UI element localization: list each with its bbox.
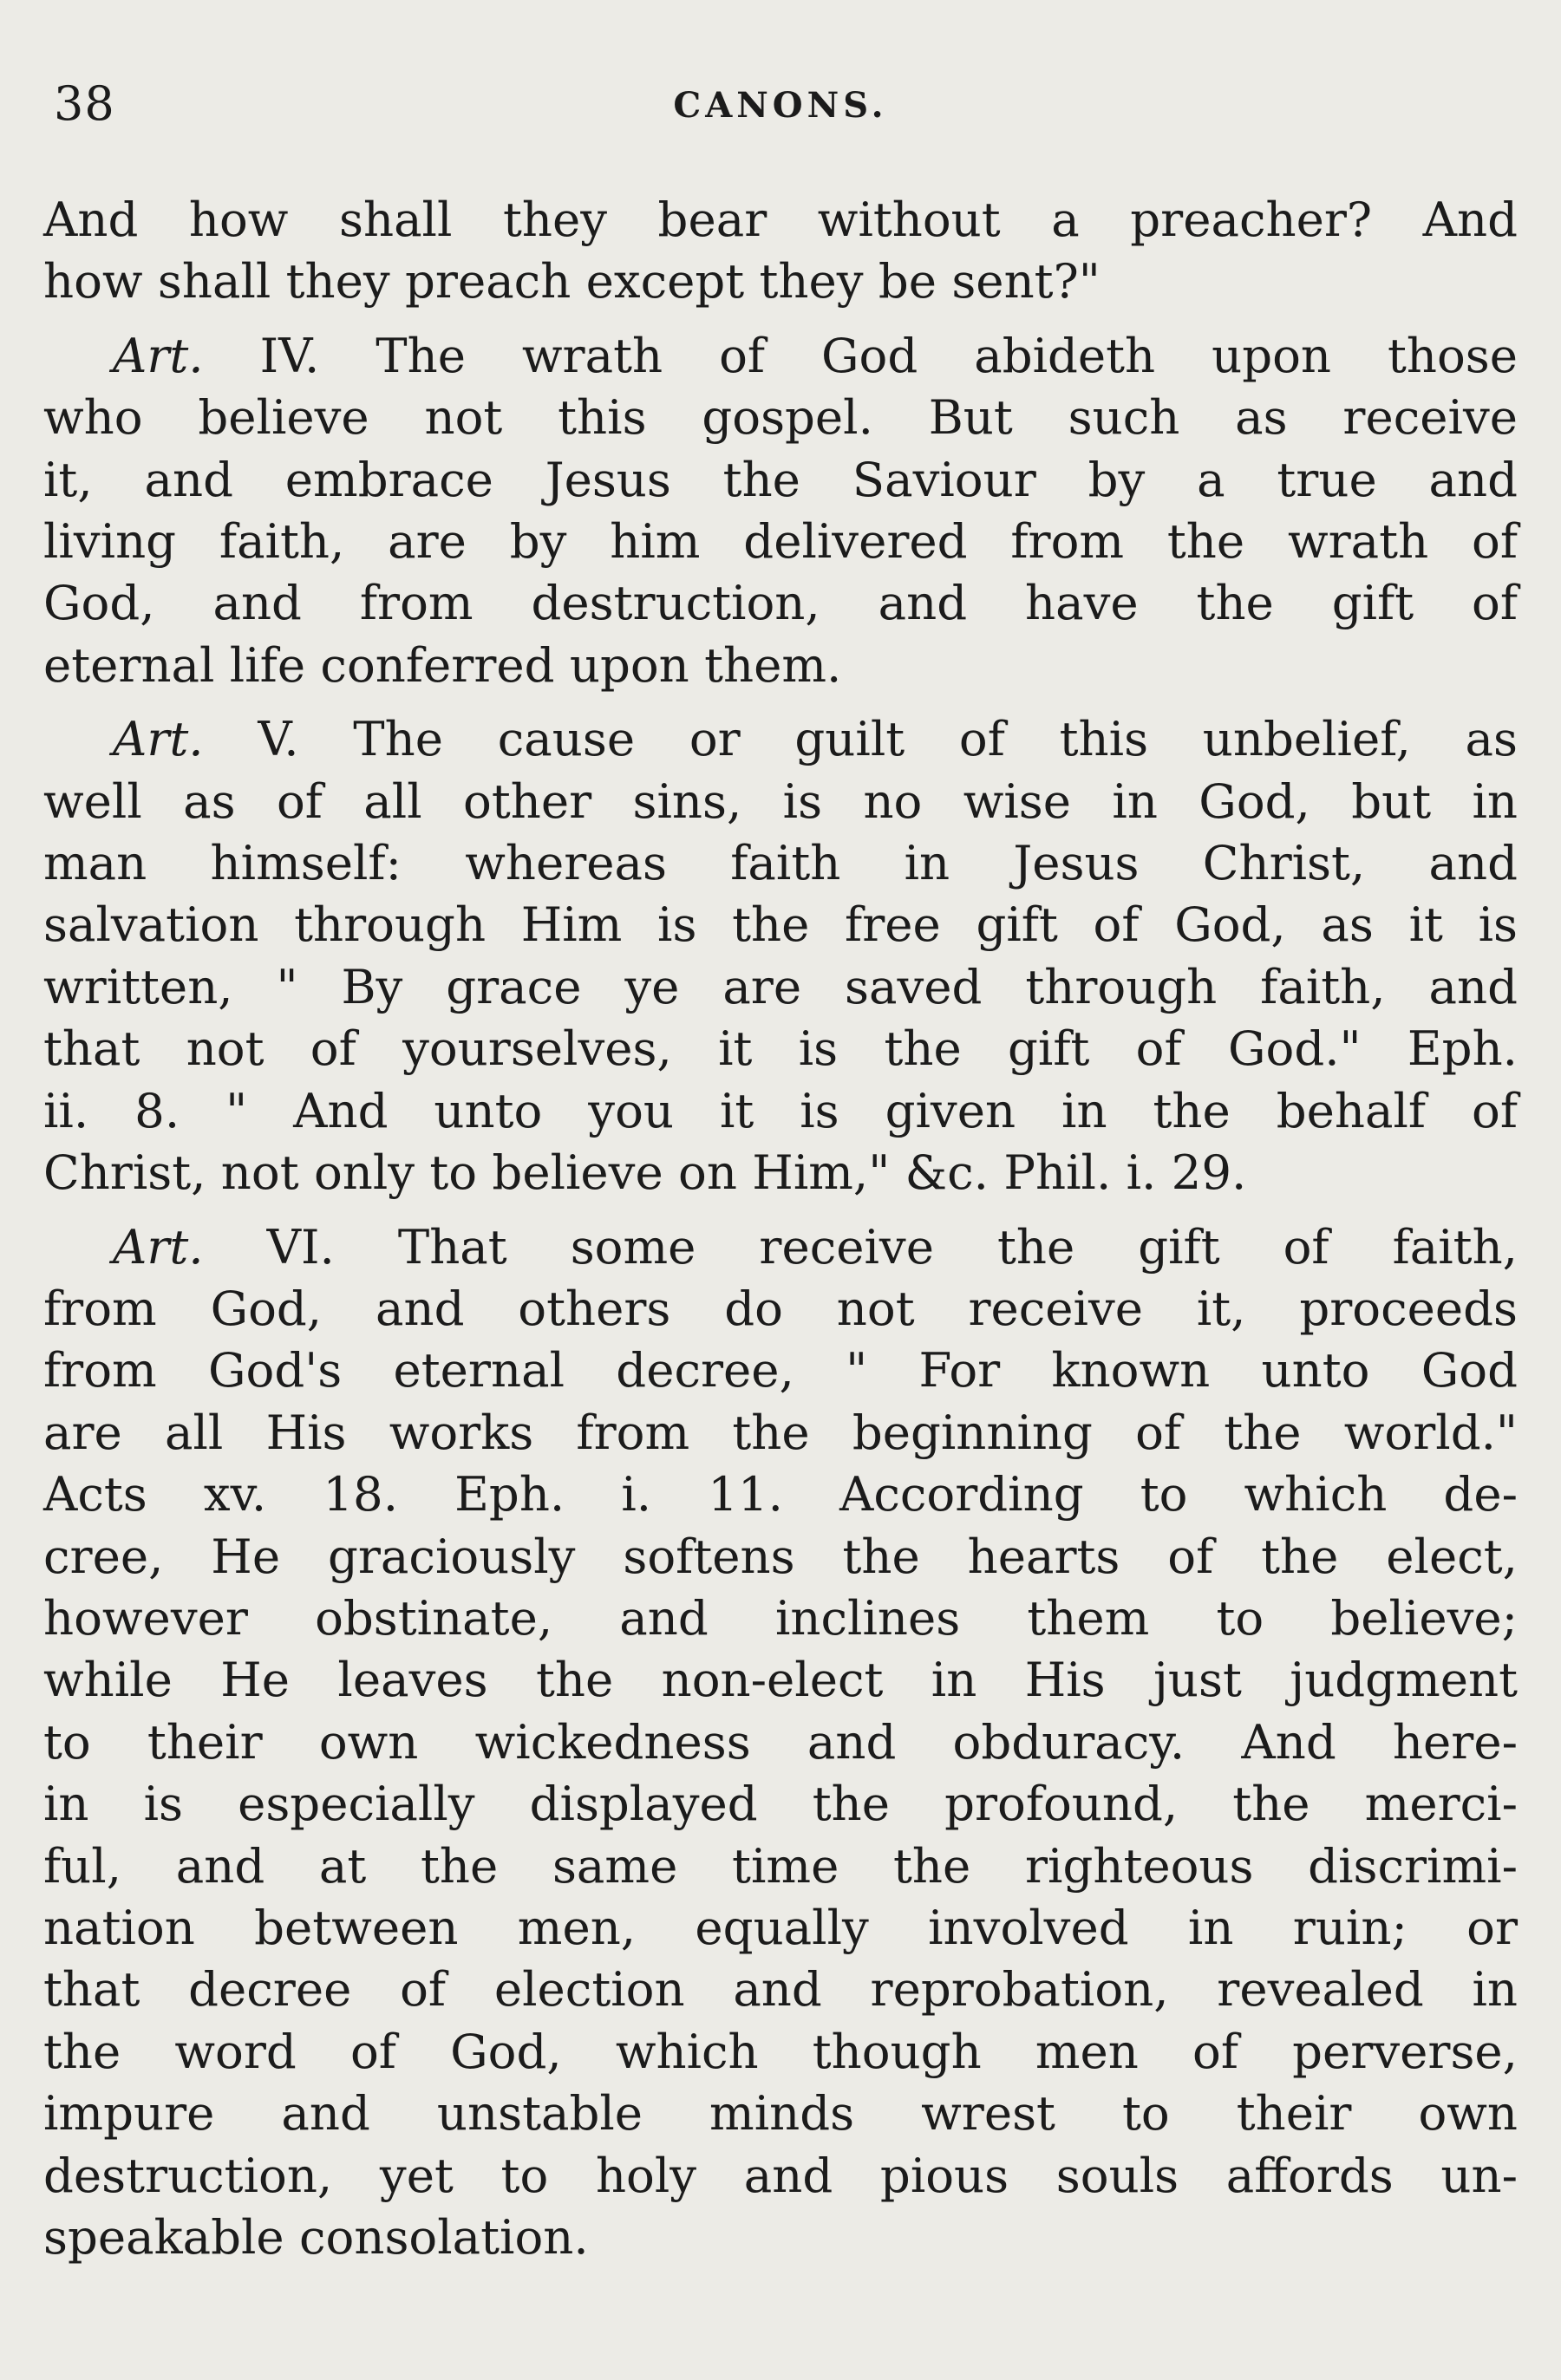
body-text bbox=[43, 189, 1518, 2268]
page-number: 38 bbox=[54, 76, 115, 131]
text-line: man himself: whereas faith in Jesus Christ, and bbox=[43, 835, 1518, 891]
text-line: And how shall they bear without a preacher? And bbox=[43, 192, 1518, 247]
text-line: impure and unstable minds wrest to their own bbox=[43, 2085, 1518, 2142]
text-line: God, and from destruction, and have the gift of bbox=[43, 575, 1518, 631]
text-line: well as of all other sins, is no wise in God, but in bbox=[43, 773, 1518, 829]
paragraph-article-vi bbox=[43, 1216, 1518, 2269]
text-line: the word of God, which though men of perverse, bbox=[43, 2023, 1518, 2079]
text-line bbox=[43, 325, 1518, 387]
text-line: who believe not this gospel. But such as receive bbox=[43, 389, 1518, 446]
running-head bbox=[54, 76, 1507, 139]
text-line: that not of yourselves, it is the gift of God." Eph. bbox=[43, 1020, 1518, 1077]
running-title: CANONS. bbox=[673, 85, 888, 126]
article-label: Art. bbox=[113, 327, 204, 383]
paragraph-article-iv bbox=[43, 325, 1518, 696]
text-line bbox=[43, 708, 1518, 770]
paragraph-article-v bbox=[43, 708, 1518, 1203]
text-line: ii. 8. " And unto you it is given in the behalf of bbox=[43, 1082, 1518, 1138]
text-line: however obstinate, and inclines them to believe; bbox=[43, 1589, 1518, 1646]
text-line: it, and embrace Jesus the Saviour by a true and bbox=[43, 451, 1518, 507]
text-line: nation between men, equally involved in ruin; or bbox=[43, 1899, 1518, 1955]
article-text: VI. That some receive the gift of faith, bbox=[266, 1218, 1518, 1275]
text-line: destruction, yet to holy and pious souls affords un- bbox=[43, 2147, 1518, 2203]
article-label: Art. bbox=[113, 1218, 204, 1275]
text-line: cree, He graciously softens the hearts of the elect, bbox=[43, 1528, 1518, 1584]
text-line: ful, and at the same time the righteous discrimi- bbox=[43, 1837, 1518, 1894]
text-line: while He leaves the non-elect in His just judgment bbox=[43, 1652, 1518, 1708]
text-line: that decree of election and reprobation, revealed in bbox=[43, 1961, 1518, 2018]
text-line: are all His works from the beginning of the world." bbox=[43, 1404, 1518, 1460]
text-line: Christ, not only to believe on Him," &c. Phil. i. 29. bbox=[43, 1144, 1247, 1201]
text-line: salvation through Him is the free gift of God, as it is bbox=[43, 897, 1518, 953]
text-line: Acts xv. 18. Eph. i. 11. According to which de- bbox=[43, 1466, 1518, 1523]
article-text: V. The cause or guilt of this unbelief, as bbox=[258, 711, 1518, 767]
text-line: written, " By grace ye are saved through faith, and bbox=[43, 958, 1518, 1014]
text-line: eternal life conferred upon them. bbox=[43, 636, 842, 693]
text-line: from God's eternal decree, " For known unto God bbox=[43, 1342, 1518, 1399]
text-line: living faith, are by him delivered from the wrath of bbox=[43, 513, 1518, 570]
article-text: IV. The wrath of God abideth upon those bbox=[259, 327, 1518, 383]
text-line: speakable consolation. bbox=[43, 2209, 589, 2265]
article-label: Art. bbox=[113, 711, 204, 767]
text-line bbox=[43, 1216, 1518, 1278]
text-line: how shall they preach except they be sent?" bbox=[43, 253, 1101, 310]
text-line: in is especially displayed the profound, the merci- bbox=[43, 1776, 1518, 1832]
text-line: to their own wickedness and obduracy. And here- bbox=[43, 1713, 1518, 1770]
paragraph-continuation bbox=[43, 189, 1518, 313]
text-line: from God, and others do not receive it, proceeds bbox=[43, 1280, 1518, 1336]
